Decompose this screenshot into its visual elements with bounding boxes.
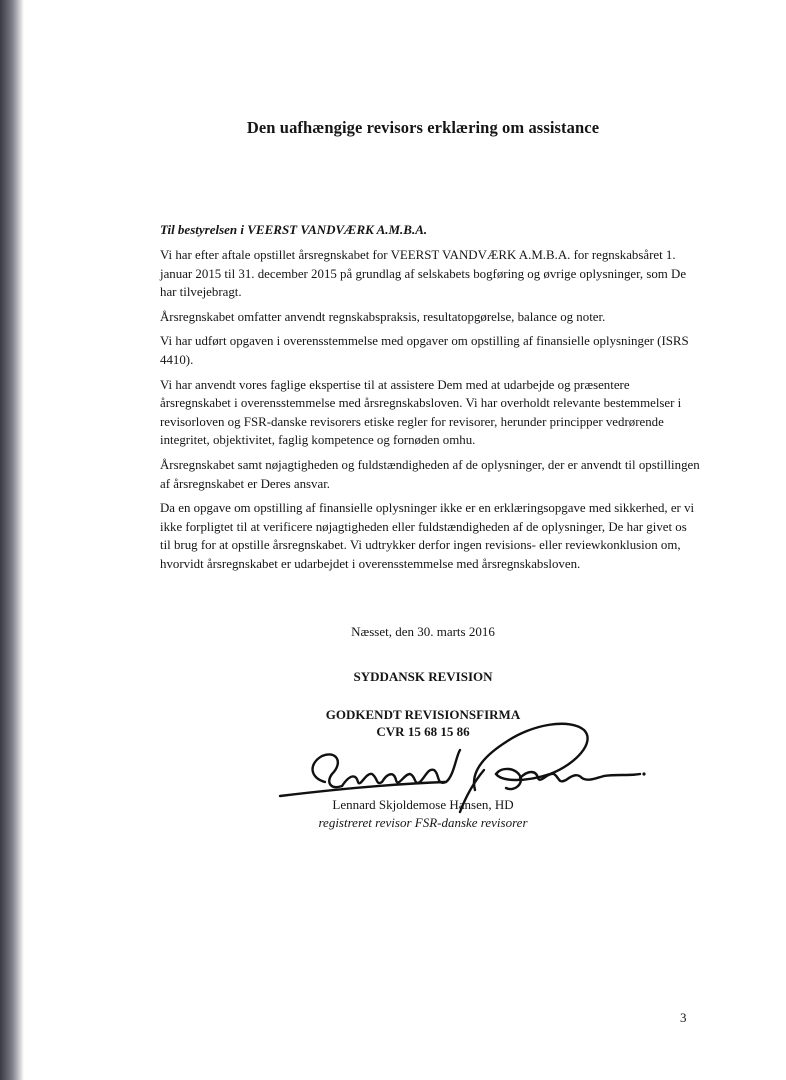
cvr-number: CVR 15 68 15 86: [376, 724, 470, 739]
paragraph: Da en opgave om opstilling af finansielle oplysninger ikke er en erklæringsopgave med sikkerhed, er vi ikke forpligtet til at verificere nøjagtigheden eller fuldstændigheden af de oplysninger, De har givet os til brug for at opstille årsregnskabet. Vi udtrykker derfor ingen revisions- eller reviewkonklusion om, hvorvidt årsregnskabet er udarbejdet i overensstemmelse med årsregnskabsloven.: [160, 501, 695, 571]
document-title: Den uafhængige revisors erklæring om assistance: [246, 118, 600, 137]
paragraph: Årsregnskabet samt nøjagtigheden og fuldstændigheden af de oplysninger, der er anvendt til opstillingen af årsregnskabet er Deres ansvar.: [160, 457, 700, 491]
paragraph: Årsregnskabet omfatter anvendt regnskabspraksis, resultatopgørelse, balance og noter.: [160, 309, 606, 324]
scan-shadow-edge: [0, 0, 24, 1080]
firm-name: SYDDANSK REVISION: [353, 669, 493, 684]
salutation: Til bestyrelsen i VEERST VANDVÆRK A.M.B.A.: [160, 222, 428, 237]
signer-name: Lennard Skjoldemose Hansen, HD: [332, 797, 514, 812]
firm-status: GODKENDT REVISIONSFIRMA: [325, 707, 521, 722]
paragraph: Vi har efter aftale opstillet årsregnskabet for VEERST VANDVÆRK A.M.B.A. for regnskabsåret 1. januar 2015 til 31. december 2015 på grundlag af selskabets bogføring og øvrige oplysninger, som De har tilvejebragt.: [160, 248, 687, 300]
place-date: Næsset, den 30. marts 2016: [351, 624, 495, 639]
body-text: [160, 246, 700, 580]
signer-role: registreret revisor FSR-danske revisorer: [318, 815, 528, 830]
paragraph: Vi har anvendt vores faglige ekspertise til at assistere Dem med at udarbejde og præsentere årsregnskabet i overensstemmelse med årsregnskabsloven. Vi har overholdt relevante bestemmelser i revisorloven og FSR-danske revisorers etiske regler for revisorer, herunder principper vedrørende integritet, objektivitet, faglig kompetence og fornøden omhu.: [160, 377, 682, 448]
paragraph: Vi har udført opgaven i overensstemmelse med opgaver om opstilling af finansielle oplysninger (ISRS 4410).: [160, 334, 689, 367]
page-number: 3: [680, 1010, 687, 1025]
handwritten-signature: [270, 712, 660, 832]
